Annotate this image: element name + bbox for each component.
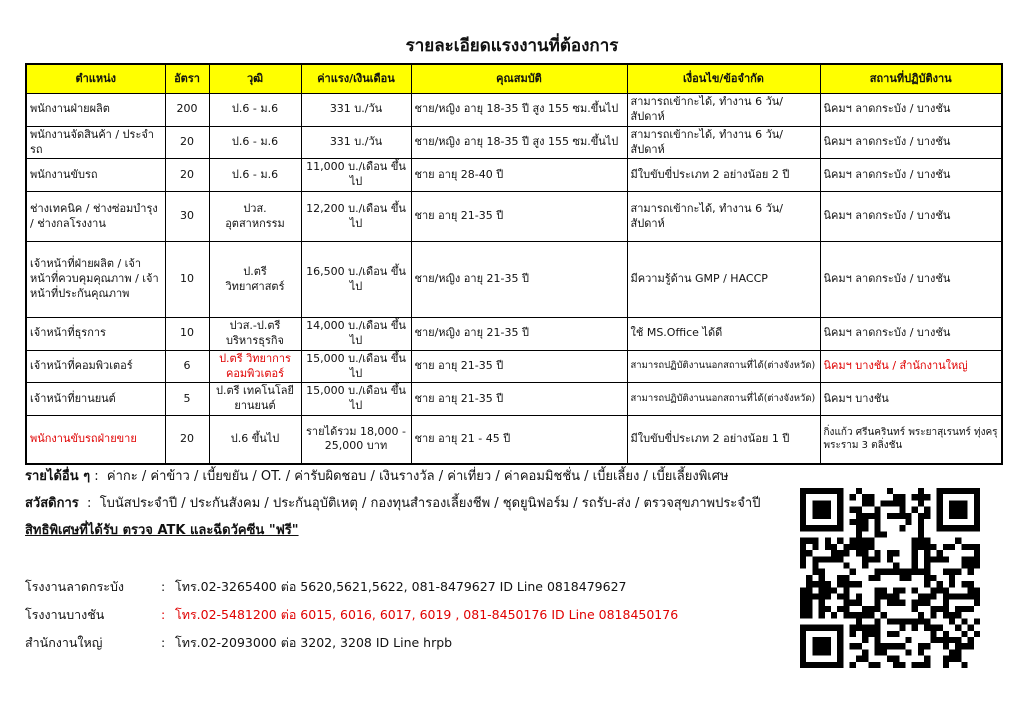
cell-place: นิคมฯ ลาดกระบัง / บางชัน — [820, 94, 1002, 127]
cell-condition: สามารถเข้ากะได้, ทำงาน 6 วัน/สัปดาห์ — [627, 126, 820, 159]
cell-count: 20 — [165, 159, 209, 192]
cell-position: พนักงานฝ่ายผลิต — [26, 94, 165, 127]
contact-ladkrabang — [25, 577, 626, 597]
cell-condition: มีใบขับขี่ประเภท 2 อย่างน้อย 2 ปี — [627, 159, 820, 192]
cell-education: ป.6 ขึ้นไป — [209, 416, 301, 464]
table-row — [26, 318, 1002, 351]
cell-place: นิคมฯ ลาดกระบัง / บางชัน — [820, 242, 1002, 318]
contact-phone: โทร.02-2093000 ต่อ 3202, 3208 ID Line hrpb — [175, 635, 453, 650]
cell-education: ป.6 - ม.6 — [209, 159, 301, 192]
contact-colon: : — [161, 607, 166, 622]
welfare-separator: : — [78, 496, 100, 511]
contact-name: โรงงานลาดกระบัง — [25, 579, 125, 594]
cell-education: ปวส. อุตสาหกรรม — [209, 192, 301, 242]
cell-position: เจ้าหน้าที่ฝ่ายผลิต / เจ้าหน้าที่ควบคุมคุณภาพ / เจ้าหน้าที่ประกันคุณภาพ — [26, 242, 165, 318]
cell-condition: ใช้ MS.Office ได้ดี — [627, 318, 820, 351]
cell-position: ช่างเทคนิค / ช่างซ่อมบำรุง / ช่างกลโรงงาน — [26, 192, 165, 242]
cell-qualification: ชาย อายุ 21 - 45 ปี — [411, 416, 627, 464]
contact-colon: : — [161, 635, 166, 650]
table-row — [26, 126, 1002, 159]
cell-qualification: ชาย อายุ 21-35 ปี — [411, 192, 627, 242]
contact-phone: โทร.02-3265400 ต่อ 5620,5621,5622, 081-8479627 ID Line 0818479627 — [175, 579, 627, 594]
contact-headoffice — [25, 633, 452, 653]
cell-education: ปวส.-ป.ตรี บริหารธุรกิจ — [209, 318, 301, 351]
cell-wage: 15,000 บ./เดือน ขึ้นไป — [301, 383, 411, 416]
cell-condition: สามารถปฏิบัติงานนอกสถานที่ได้(ต่างจังหวัด) — [627, 350, 820, 383]
cell-qualification: ชาย อายุ 21-35 ปี — [411, 383, 627, 416]
cell-education: ป.6 - ม.6 — [209, 94, 301, 127]
table-row — [26, 383, 1002, 416]
cell-wage: 15,000 บ./เดือน ขึ้นไป — [301, 350, 411, 383]
cell-position: พนักงานขับรถ — [26, 159, 165, 192]
cell-count: 10 — [165, 318, 209, 351]
cell-count: 30 — [165, 192, 209, 242]
contact-bangchan — [25, 605, 678, 625]
cell-education: ป.6 - ม.6 — [209, 126, 301, 159]
jobs-table — [25, 63, 1003, 465]
contact-name: โรงงานบางชัน — [25, 607, 105, 622]
cell-condition: มีใบขับขี่ประเภท 2 อย่างน้อย 1 ปี — [627, 416, 820, 464]
cell-qualification: ชาย/หญิง อายุ 21-35 ปี — [411, 318, 627, 351]
header-count: อัตรา — [165, 64, 209, 94]
table-row — [26, 416, 1002, 464]
cell-place: นิคมฯ ลาดกระบัง / บางชัน — [820, 192, 1002, 242]
cell-count: 5 — [165, 383, 209, 416]
qr-code-icon[interactable] — [800, 488, 980, 668]
cell-condition: สามารถเข้ากะได้, ทำงาน 6 วัน/สัปดาห์ — [627, 94, 820, 127]
income-text: ค่ากะ / ค่าข้าว / เบี้ยขยัน / OT. / ค่ารับผิดชอบ / เงินรางวัล / ค่าเที่ยว / ค่าคอมมิชชั่น / เบี้ยเลี้ยง / เบี้ยเลี้ยงพิเศษ — [106, 469, 729, 484]
cell-education: ป.ตรี วิทยาการคอมพิวเตอร์ — [209, 350, 301, 383]
income-label: รายได้อื่น ๆ — [25, 469, 91, 484]
contact-name: สำนักงานใหญ่ — [25, 635, 103, 650]
table-row — [26, 159, 1002, 192]
cell-count: 6 — [165, 350, 209, 383]
cell-wage: 14,000 บ./เดือน ขึ้นไป — [301, 318, 411, 351]
contact-phone: โทร.02-5481200 ต่อ 6015, 6016, 6017, 6019 , 081-8450176 ID Line 0818450176 — [175, 607, 679, 622]
cell-education: ป.ตรี เทคโนโลยียานยนต์ — [209, 383, 301, 416]
table-header-row — [26, 64, 1002, 94]
cell-education: ป.ตรี วิทยาศาสตร์ — [209, 242, 301, 318]
header-wage: ค่าแรง/เงินเดือน — [301, 64, 411, 94]
cell-position: พนักงานขับรถฝ่ายขาย — [26, 416, 165, 464]
cell-wage: 331 บ./วัน — [301, 126, 411, 159]
header-education: วุฒิ — [209, 64, 301, 94]
cell-wage: 16,500 บ./เดือน ขึ้นไป — [301, 242, 411, 318]
cell-wage: 12,200 บ./เดือน ขึ้นไป — [301, 192, 411, 242]
cell-place: นิคมฯ ลาดกระบัง / บางชัน — [820, 318, 1002, 351]
cell-wage: 331 บ./วัน — [301, 94, 411, 127]
cell-condition: มีความรู้ด้าน GMP / HACCP — [627, 242, 820, 318]
welfare-line — [25, 492, 760, 513]
cell-wage: 11,000 บ./เดือน ขึ้นไป — [301, 159, 411, 192]
income-separator: : — [90, 469, 107, 484]
privilege-line: สิทธิพิเศษที่ได้รับ ตรวจ ATK และฉีดวัคซีน "ฟรี" — [25, 523, 299, 538]
header-place: สถานที่ปฏิบัติงาน — [820, 64, 1002, 94]
cell-wage: รายได้รวม 18,000 - 25,000 บาท — [301, 416, 411, 464]
cell-qualification: ชาย/หญิง อายุ 18-35 ปี สูง 155 ซม.ขึ้นไป — [411, 94, 627, 127]
cell-place: นิคมฯ ลาดกระบัง / บางชัน — [820, 126, 1002, 159]
cell-qualification: ชาย/หญิง อายุ 18-35 ปี สูง 155 ซม.ขึ้นไป — [411, 126, 627, 159]
page-title: รายละเอียดแรงงานที่ต้องการ — [405, 36, 619, 56]
cell-qualification: ชาย อายุ 28-40 ปี — [411, 159, 627, 192]
cell-qualification: ชาย อายุ 21-35 ปี — [411, 350, 627, 383]
cell-position: เจ้าหน้าที่ธุรการ — [26, 318, 165, 351]
cell-qualification: ชาย/หญิง อายุ 21-35 ปี — [411, 242, 627, 318]
table-row — [26, 242, 1002, 318]
contact-colon: : — [161, 579, 166, 594]
cell-count: 20 — [165, 416, 209, 464]
table-row — [26, 350, 1002, 383]
cell-position: เจ้าหน้าที่คอมพิวเตอร์ — [26, 350, 165, 383]
cell-position: เจ้าหน้าที่ยานยนต์ — [26, 383, 165, 416]
table-row — [26, 192, 1002, 242]
welfare-label: สวัสดิการ — [25, 496, 79, 511]
cell-condition: สามารถปฏิบัติงานนอกสถานที่ได้(ต่างจังหวัด) — [627, 383, 820, 416]
header-condition: เงื่อนไข/ข้อจำกัด — [627, 64, 820, 94]
cell-count: 200 — [165, 94, 209, 127]
cell-place: นิคมฯ บางชัน / สำนักงานใหญ่ — [820, 350, 1002, 383]
table-row — [26, 94, 1002, 127]
income-line — [25, 465, 729, 486]
cell-count: 10 — [165, 242, 209, 318]
header-qualification: คุณสมบัติ — [411, 64, 627, 94]
welfare-text: โบนัสประจำปี / ประกันสังคม / ประกันอุบัติเหตุ / กองทุนสำรองเลี้ยงชีพ / ชุดยูนิฟอร์ม / รถรับ-ส่ง / ตรวจสุขภาพประจำปี — [99, 496, 761, 511]
cell-condition: สามารถเข้ากะได้, ทำงาน 6 วัน/สัปดาห์ — [627, 192, 820, 242]
header-position: ตำแหน่ง — [26, 64, 165, 94]
cell-place: นิคมฯ ลาดกระบัง / บางชัน — [820, 159, 1002, 192]
cell-place: กิ่งแก้ว ศรีนครินทร์ พระยาสุเรนทร์ ทุ่งครุ พระราม 3 ตลิ่งชัน — [820, 416, 1002, 464]
cell-place: นิคมฯ บางชัน — [820, 383, 1002, 416]
cell-position: พนักงานจัดสินค้า / ประจำรถ — [26, 126, 165, 159]
cell-count: 20 — [165, 126, 209, 159]
